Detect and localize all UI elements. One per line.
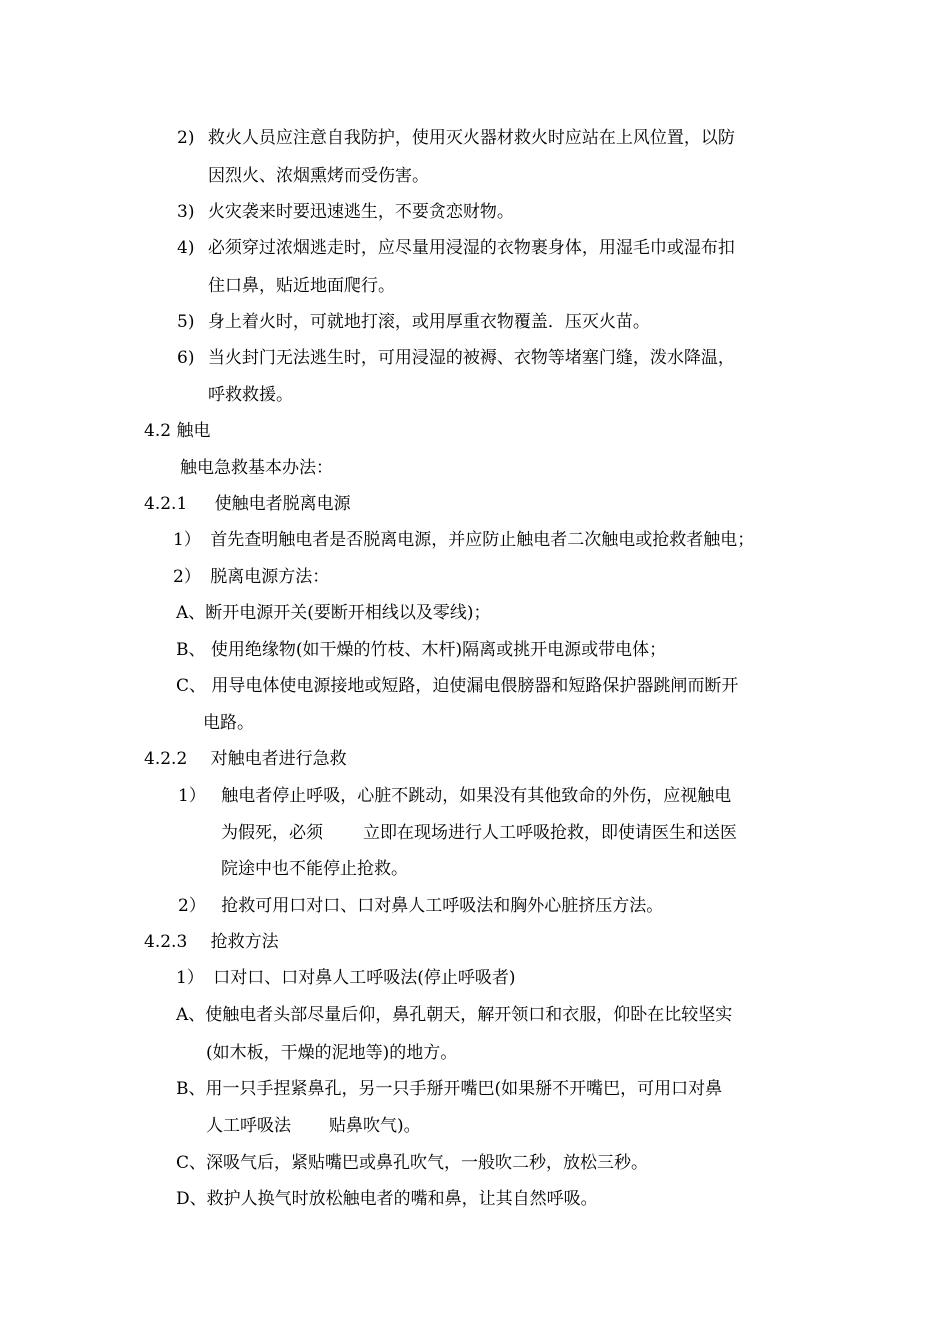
item-text: 当火封门无法逃生时，可用浸湿的被褥、衣物等堵塞门缝，泼水降温， <box>207 348 735 368</box>
list-item-6 <box>177 348 735 368</box>
item-text: 必须穿过浓烟逃走时，应尽量用浸湿的衣物裹身体，用湿毛巾或湿布扣 <box>207 238 735 258</box>
item-number: 1） <box>178 786 206 806</box>
section-heading-4-2: 4.2 触电 <box>144 421 211 441</box>
list-item <box>178 786 731 806</box>
list-item-3 <box>177 202 514 222</box>
section-number: 4.2.2 <box>144 749 188 769</box>
item-text: 抢救可用口对口、口对鼻人工呼吸法和胸外心脏挤压方法。 <box>221 896 664 916</box>
continuation-part: 立即在现场进行人工呼吸抢救，即使请医生和送医 <box>363 823 737 843</box>
section-title: 抢救方法 <box>210 932 279 952</box>
sub-item-a: A、使触电者头部尽量后仰，鼻孔朝天，解开领口和衣服，仰卧在比较坚实 <box>176 1005 733 1025</box>
item-number: 4) <box>177 238 195 258</box>
item-text: 救火人员应注意自我防护，使用灭火器材救火时应站在上风位置，以防 <box>207 128 735 148</box>
section-title: 对触电者进行急救 <box>210 749 347 769</box>
sub-item-b-continuation <box>206 1116 421 1136</box>
list-item-continuation: 院途中也不能停止抢救。 <box>221 859 408 879</box>
item-text: 触电者停止呼吸，心脏不跳动，如果没有其他致命的外伤，应视触电 <box>221 786 732 806</box>
section-intro: 触电急救基本办法： <box>180 458 333 478</box>
sub-item-c: C、深吸气后，紧贴嘴巴或鼻孔吹气，一般吹二秒，放松三秒。 <box>176 1153 649 1173</box>
list-item-5 <box>177 312 650 332</box>
sub-item-a: A、断开电源开关(要断开相线以及零线)； <box>176 603 491 623</box>
section-heading-4-2-2 <box>144 749 347 769</box>
sub-item-c: C、 用导电体使电源接地或短路，迫使漏电偎膀器和短路保护器跳闸而断开 <box>176 676 739 696</box>
list-item-2 <box>177 128 735 148</box>
sub-item-b: B、用一只手捏紧鼻孔，另一只手掰开嘴巴(如果掰不开嘴巴，可用口对鼻 <box>176 1079 723 1099</box>
section-title: 使触电者脱离电源 <box>214 494 351 514</box>
sub-item-d: D、救护人换气时放松触电者的嘴和鼻，让其自然呼吸。 <box>176 1189 598 1209</box>
list-item <box>173 567 329 587</box>
list-item-2-continuation: 因烈火、浓烟熏烤而受伤害。 <box>208 166 429 186</box>
list-item <box>173 530 754 550</box>
list-item <box>178 896 663 916</box>
item-text: 火灾袭来时要迅速逃生，不要贪恋财物。 <box>207 202 514 222</box>
item-number: 1） <box>173 530 201 550</box>
item-text: 身上着火时，可就地打滚，或用厚重衣物覆盖．压灭火苗。 <box>207 312 650 332</box>
sub-item-c-continuation: 电路。 <box>203 713 254 733</box>
continuation-part: 为假死，必须 <box>221 823 323 843</box>
sub-item-a-continuation: (如木板，干燥的泥地等)的地方。 <box>206 1043 458 1063</box>
item-text: 首先查明触电者是否脱离电源，并应防止触电者二次触电或抢救者触电； <box>210 530 755 550</box>
list-item-4-continuation: 住口鼻，贴近地面爬行。 <box>208 276 395 296</box>
list-item <box>176 968 516 988</box>
list-item-4 <box>177 238 735 258</box>
item-number: 6) <box>177 348 195 368</box>
section-number: 4.2.1 <box>144 494 188 514</box>
list-item-6-continuation: 呼救救援。 <box>208 385 293 405</box>
item-number: 1） <box>176 968 204 988</box>
section-heading-4-2-1 <box>144 494 351 514</box>
item-number: 2) <box>177 128 195 148</box>
list-item-continuation <box>221 823 737 843</box>
item-number: 3) <box>177 202 195 222</box>
continuation-part: 贴鼻吹气)。 <box>329 1116 421 1136</box>
item-number: 5) <box>177 312 195 332</box>
section-heading-4-2-3 <box>144 932 279 952</box>
item-number: 2） <box>178 896 206 916</box>
sub-item-b: B、 使用绝缘物(如干燥的竹枝、木杆)隔离或挑开电源或带电体； <box>176 640 667 660</box>
item-number: 2） <box>173 567 201 587</box>
section-number: 4.2.3 <box>144 932 188 952</box>
continuation-part: 人工呼吸法 <box>206 1116 291 1136</box>
item-text: 口对口、口对鼻人工呼吸法(停止呼吸者) <box>213 968 516 988</box>
item-text: 脱离电源方法： <box>210 567 330 587</box>
